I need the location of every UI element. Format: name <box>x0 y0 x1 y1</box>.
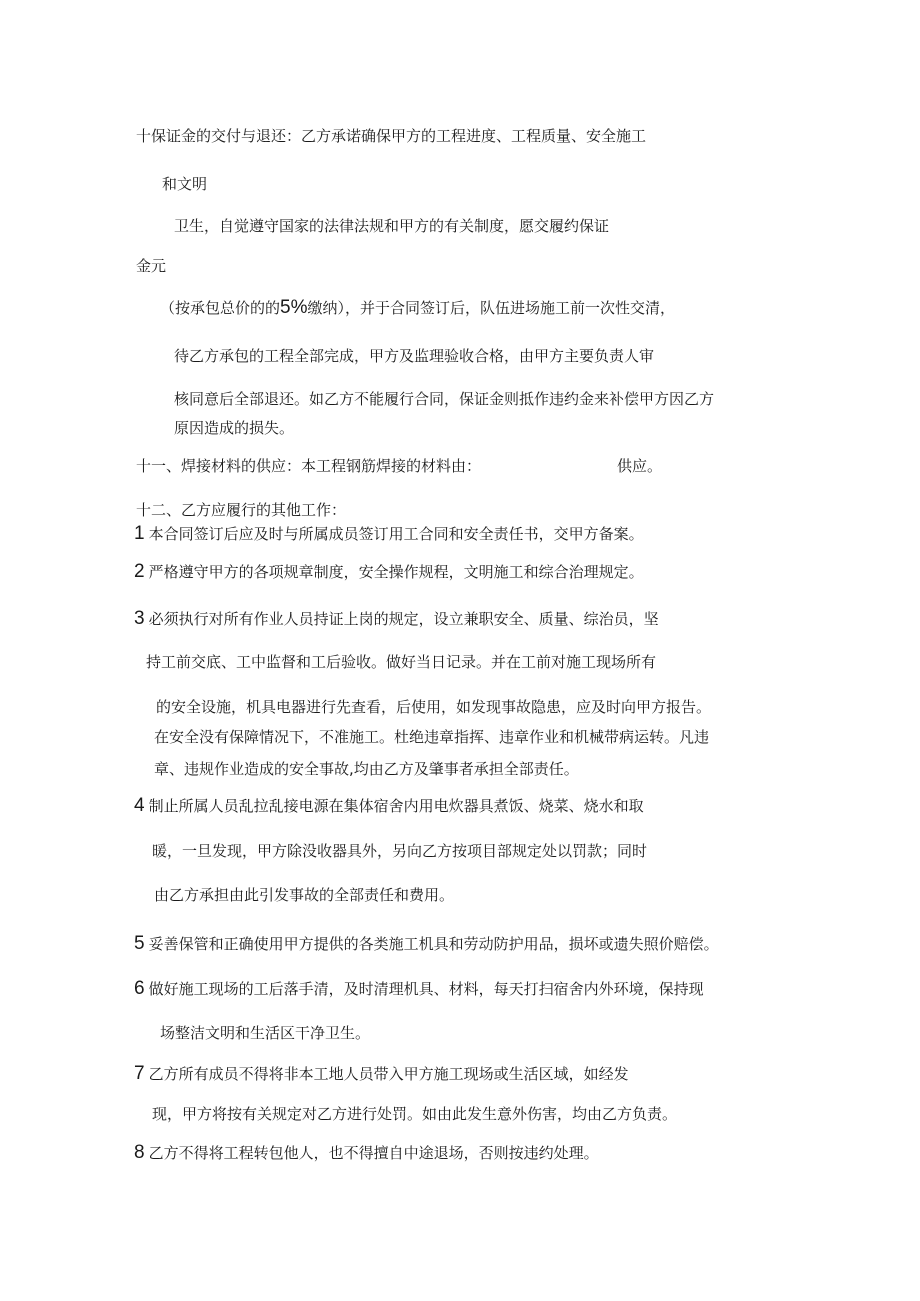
section-11-suffix: 供应。 <box>617 457 663 475</box>
item-text: 制止所属人员乱拉乱接电源在集体宿舍内用电炊器具煮饭、烧菜、烧水和取 <box>148 797 644 815</box>
list-item-6-line-2: 场整洁文明和生活区干净卫生。 <box>160 1024 371 1042</box>
list-item-4 <box>134 796 644 816</box>
item-text: 乙方不得将工程转包他人，也不得擅自中途退场，否则按违约处理。 <box>148 1144 599 1162</box>
section-10-line-8: 原因造成的损失。 <box>174 419 295 437</box>
section-10-line-4: 金元 <box>136 257 167 275</box>
item-number: 5 <box>134 933 145 954</box>
section-11-line <box>136 456 662 476</box>
list-item-5 <box>134 934 719 954</box>
list-item-1 <box>134 524 644 544</box>
item-text: 严格遵守甲方的各项规章制度，安全操作规程，文明施工和综合治理规定。 <box>148 563 644 581</box>
item-text: 做好施工现场的工后落手清，及时清理机具、材料，每天打扫宿舍内外环境，保持现 <box>148 980 704 998</box>
list-item-2 <box>134 562 644 582</box>
list-item-3-line-3: 的安全设施，机具电器进行先查看，后使用，如发现事故隐患，应及时向甲方报告。 <box>156 698 712 716</box>
item-number: 4 <box>134 795 145 816</box>
item-number: 7 <box>134 1063 145 1084</box>
section-10-line-5 <box>160 298 675 318</box>
list-item-8 <box>134 1143 599 1163</box>
section-10-line-5-percent: 5% <box>280 297 308 318</box>
list-item-6 <box>134 979 704 999</box>
section-10-line-5-post: 缴纳），并于合同签订后，队伍进场施工前一次性交清， <box>307 299 675 317</box>
section-10-line-5-pre: （按承包总价的的 <box>160 299 281 317</box>
section-10-line-7: 核同意后全部退还。如乙方不能履行合同，保证金则抵作违约金来补偿甲方因乙方 <box>174 390 715 408</box>
item-number: 1 <box>134 523 145 544</box>
item-number: 2 <box>134 561 145 582</box>
item-text: 妥善保管和正确使用甲方提供的各类施工机具和劳动防护用品，损坏或遗失照价赔偿。 <box>148 935 719 953</box>
list-item-3-line-5: 章、违规作业造成的安全事故,均由乙方及肇事者承担全部责任。 <box>154 760 579 778</box>
section-11-text: 十一、焊接材料的供应：本工程钢筋焊接的材料由： <box>136 457 482 475</box>
list-item-7 <box>134 1064 629 1084</box>
list-item-4-line-2: 暖，一旦发现，甲方除没收器具外，另向乙方按项目部规定处以罚款；同时 <box>152 842 648 860</box>
section-10-line-3: 卫生，自觉遵守国家的法律法规和甲方的有关制度，愿交履约保证 <box>174 217 610 235</box>
item-number: 6 <box>134 978 145 999</box>
section-12-title: 十二、乙方应履行的其他工作： <box>136 501 347 519</box>
section-10-line-6: 待乙方承包的工程全部完成，甲方及监理验收合格，由甲方主要负责人审 <box>174 347 655 365</box>
item-text: 乙方所有成员不得将非本工地人员带入甲方施工现场或生活区域，如经发 <box>148 1065 629 1083</box>
list-item-3-line-2: 持工前交底、工中监督和工后验收。做好当日记录。并在工前对施工现场所有 <box>146 653 657 671</box>
list-item-4-line-3: 由乙方承担由此引发事故的全部责任和费用。 <box>154 886 455 904</box>
section-10-line-1: 十保证金的交付与退还：乙方承诺确保甲方的工程进度、工程质量、安全施工 <box>136 127 647 145</box>
list-item-3 <box>134 609 659 629</box>
list-item-7-line-2: 现，甲方将按有关规定对乙方进行处罚。如由此发生意外伤害，均由乙方负责。 <box>152 1105 678 1123</box>
item-number: 3 <box>134 608 145 629</box>
list-item-3-line-4: 在安全没有保障情况下，不准施工。杜绝违章指挥、违章作业和机械带病运转。凡违 <box>154 728 710 746</box>
item-text: 必须执行对所有作业人员持证上岗的规定，设立兼职安全、质量、综治员，坚 <box>148 610 659 628</box>
item-text: 本合同签订后应及时与所属成员签订用工合同和安全责任书，交甲方备案。 <box>148 525 644 543</box>
item-number: 8 <box>134 1142 145 1163</box>
section-10-line-2: 和文明 <box>162 175 208 193</box>
